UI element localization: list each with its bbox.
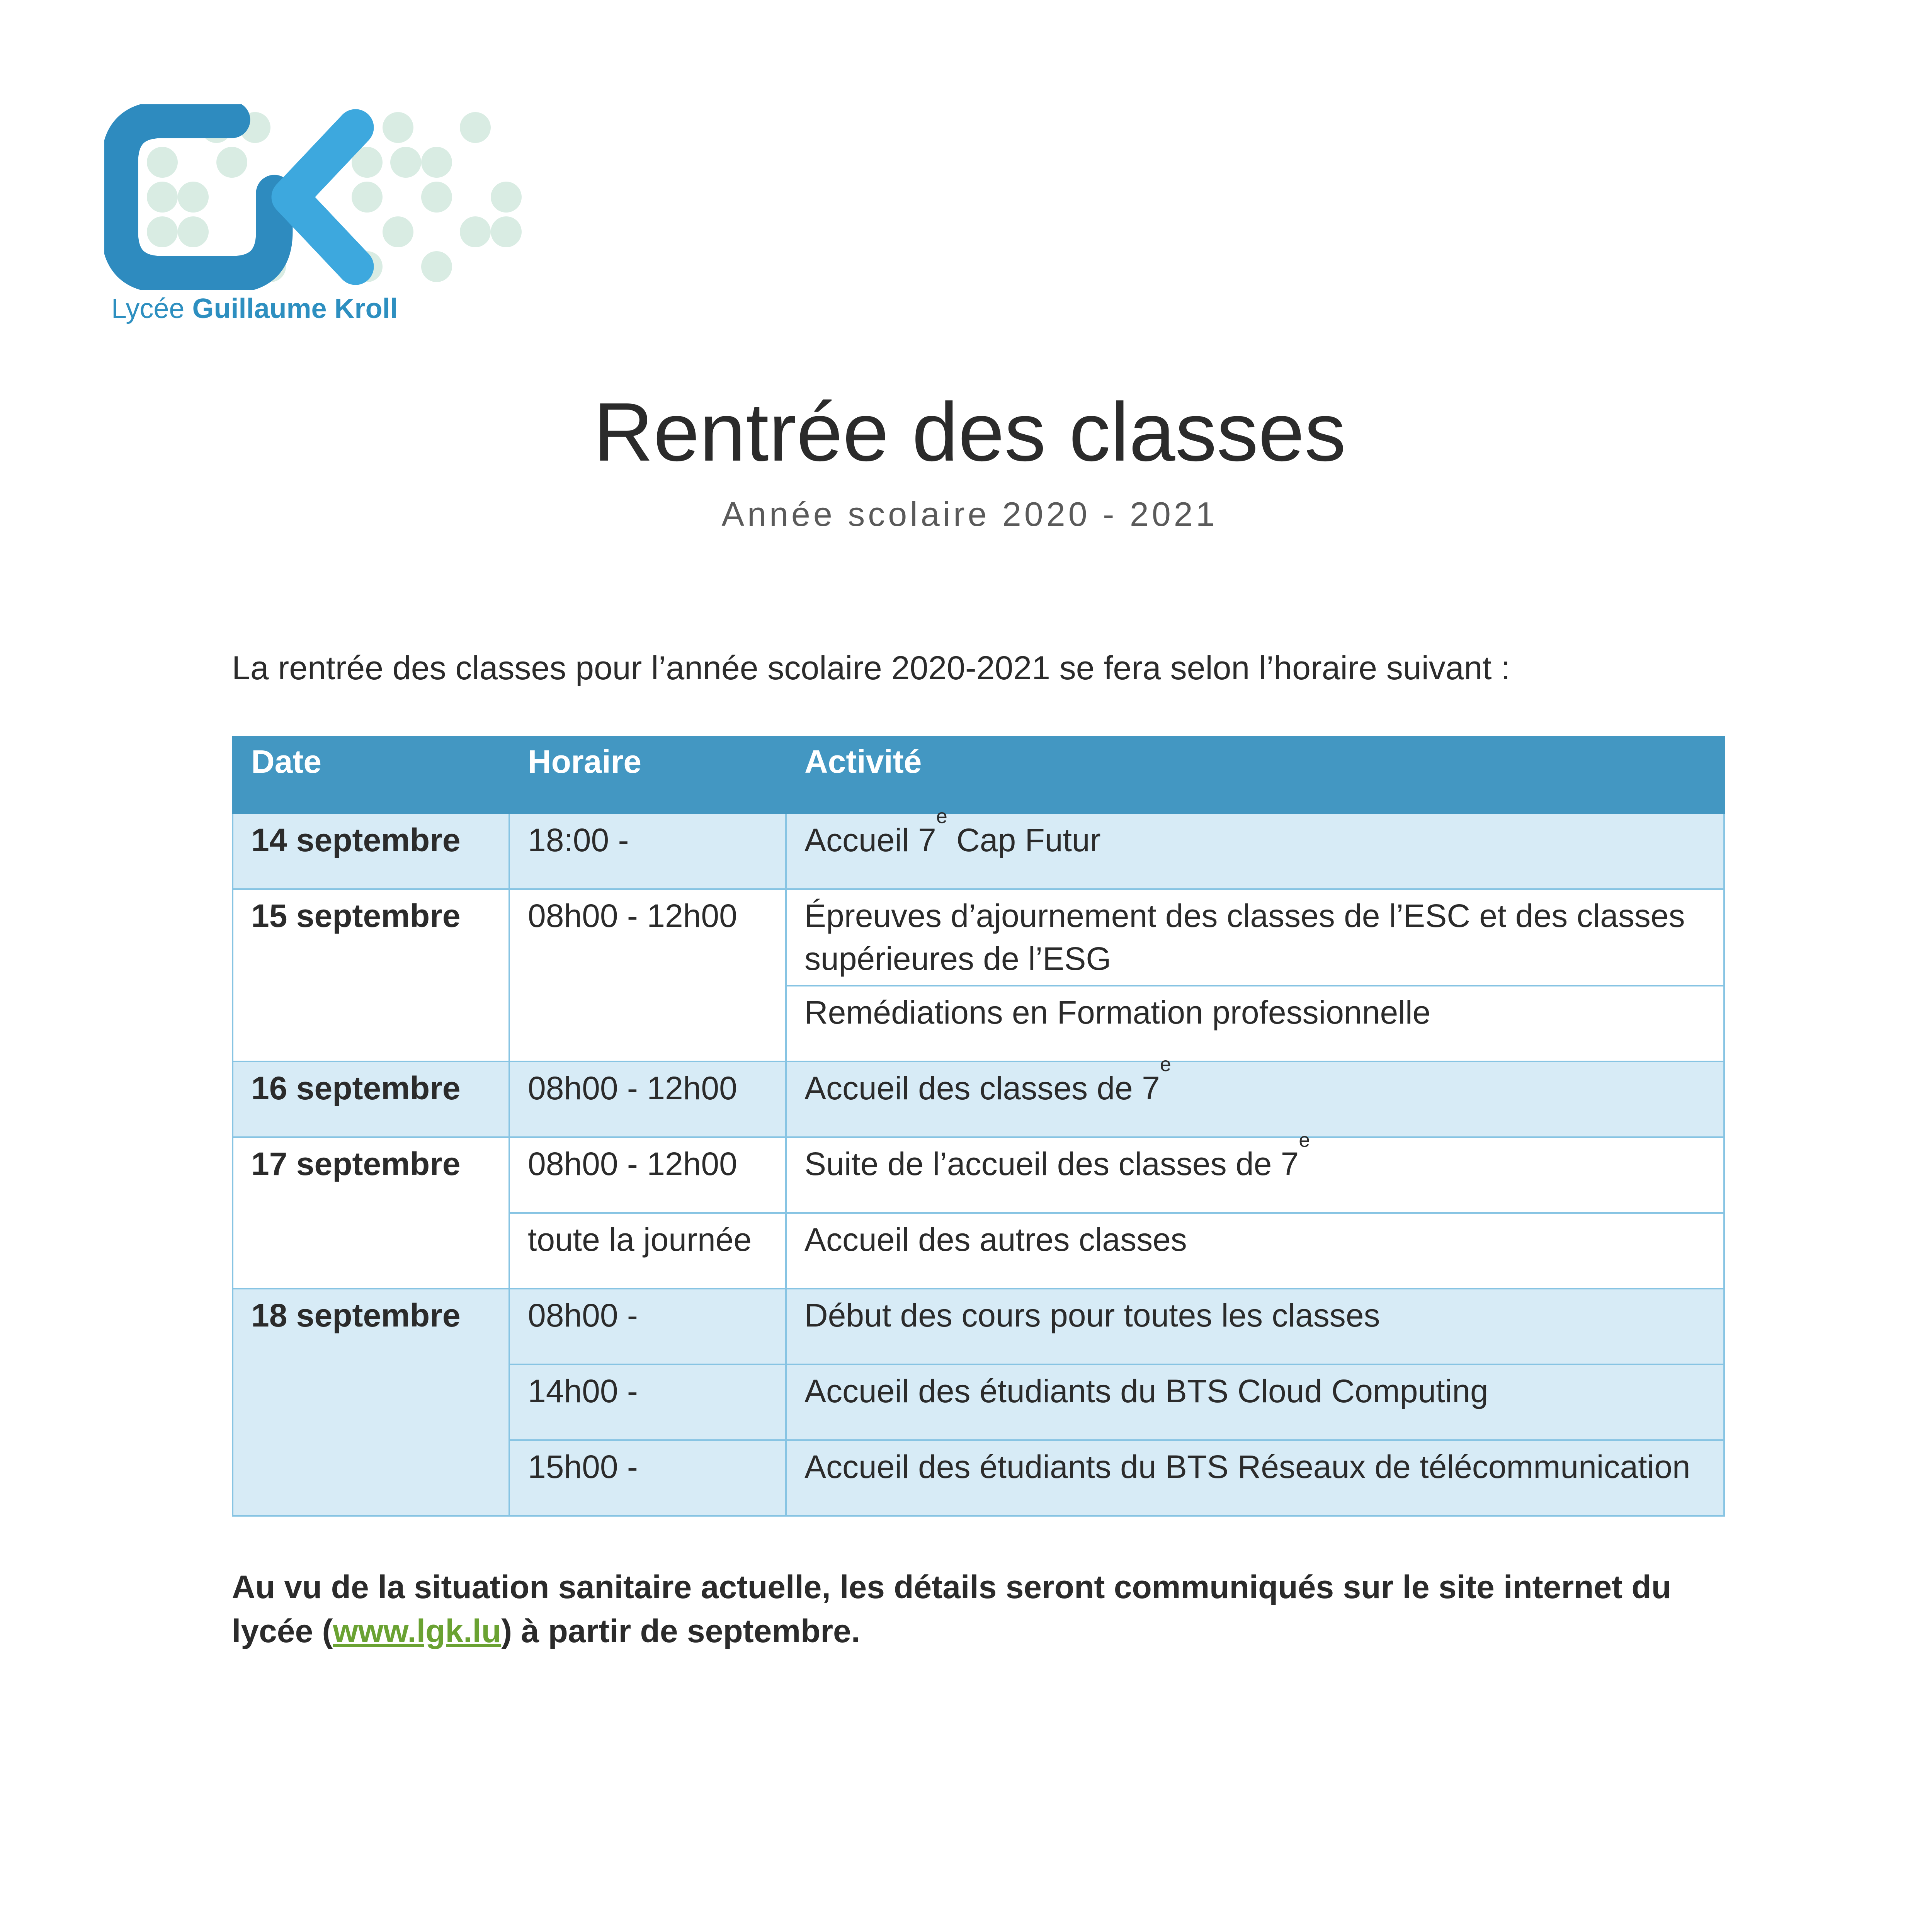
logo-text-name: Guillaume Kroll — [192, 293, 398, 324]
cell-activite — [786, 1053, 1724, 1137]
logo-text-prefix: Lycée — [111, 293, 192, 324]
cell-activite: Remédiations en Formation professionnelle — [786, 986, 1724, 1061]
cell-activite — [786, 1129, 1724, 1213]
closing-note — [232, 1565, 1731, 1653]
cell-activite: Accueil des étudiants du BTS Cloud Computing — [786, 1364, 1724, 1440]
cell-horaire: 14h00 - — [509, 1364, 786, 1440]
website-link[interactable]: www.lgk.lu — [333, 1613, 502, 1650]
header-date: Date — [233, 737, 509, 813]
cell-horaire: 08h00 - — [509, 1289, 786, 1364]
cell-activite: Accueil des autres classes — [786, 1213, 1724, 1289]
superscript: e — [936, 805, 947, 828]
cell-horaire: toute la journée — [509, 1213, 786, 1289]
table-row — [233, 889, 1724, 986]
table-header-row — [233, 737, 1724, 813]
gk-logo-icon — [104, 104, 568, 290]
cell-activite: Épreuves d’ajournement des classes de l’ESC et des classes supérieures de l’ESG — [786, 889, 1724, 986]
cell-horaire: 08h00 - 12h00 — [509, 1061, 786, 1137]
cell-date: 16 septembre — [233, 1061, 509, 1137]
cell-date: 18 septembre — [233, 1289, 509, 1516]
table-row — [233, 1137, 1724, 1213]
intro-text: La rentrée des classes pour l’année scolaire 2020-2021 se fera selon l’horaire suivant : — [232, 650, 1510, 687]
schedule-table — [232, 736, 1725, 1517]
cell-activite: Accueil des étudiants du BTS Réseaux de télécommunication — [786, 1440, 1724, 1516]
cell-horaire: 18:00 - — [509, 813, 786, 889]
activite-text: Suite de l’accueil des classes de 7 — [804, 1145, 1299, 1182]
table-row — [233, 1061, 1724, 1137]
cell-horaire: 08h00 - 12h00 — [509, 1137, 786, 1213]
cell-horaire: 15h00 - — [509, 1440, 786, 1516]
page-subtitle: Année scolaire 2020 - 2021 — [721, 495, 1218, 533]
activite-text: Cap Futur — [947, 822, 1101, 858]
cell-activite: Début des cours pour toutes les classes — [786, 1289, 1724, 1364]
table-row — [233, 813, 1724, 889]
activite-text: Accueil 7 — [804, 822, 936, 858]
cell-horaire: 08h00 - 12h00 — [509, 889, 786, 1061]
superscript: e — [1160, 1053, 1171, 1076]
header-activite: Activité — [786, 737, 1724, 813]
cell-date: 14 septembre — [233, 813, 509, 889]
header-horaire: Horaire — [509, 737, 786, 813]
superscript: e — [1299, 1129, 1310, 1151]
logo-text — [111, 293, 398, 325]
activite-text: Accueil des classes de 7 — [804, 1070, 1160, 1106]
cell-date: 15 septembre — [233, 889, 509, 1061]
note-text: Au vu de la situation sanitaire actuelle, les détails seront communiqués sur le site internet du lycée ( — [232, 1569, 1671, 1650]
page-title: Rentrée des classes — [593, 385, 1346, 478]
cell-activite — [786, 805, 1724, 889]
table-row — [233, 1289, 1724, 1364]
cell-date: 17 septembre — [233, 1137, 509, 1289]
school-logo — [104, 104, 568, 344]
note-text: ) à partir de septembre. — [501, 1613, 861, 1650]
